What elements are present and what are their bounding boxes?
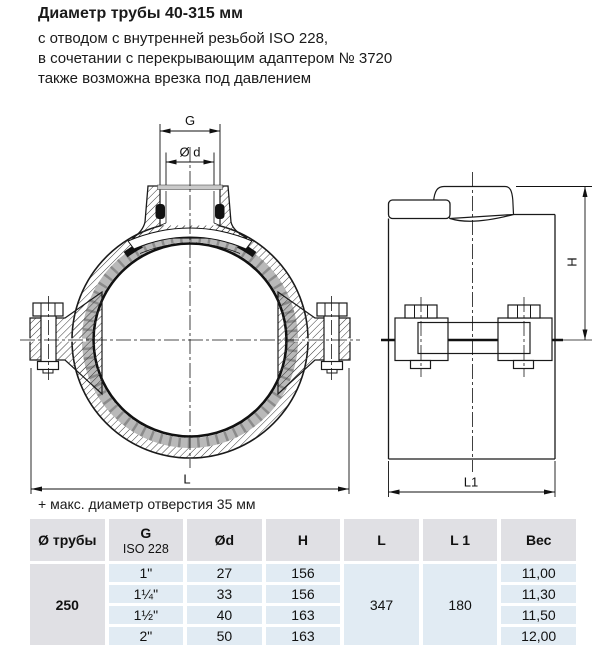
right-bolt-nut <box>322 362 343 370</box>
upper-shell-flange <box>389 200 451 219</box>
col-header-l1: L 1 <box>423 519 498 561</box>
weight-value: 11,00 <box>501 564 576 582</box>
side-view-drawing <box>375 160 600 505</box>
d-value: 33 <box>187 585 262 603</box>
col-header-g-sub: ISO 228 <box>122 541 169 556</box>
dim-label-h: H <box>564 257 580 267</box>
right-bolt-hex-head <box>317 303 347 316</box>
seal-oring-right <box>215 204 225 219</box>
d-value: 27 <box>187 564 262 582</box>
h-value: 163 <box>266 606 341 624</box>
g-value: 1¼" <box>109 585 184 603</box>
h-value: 156 <box>266 564 341 582</box>
h-value: 156 <box>266 585 341 603</box>
page-title: Диаметр трубы 40-315 мм <box>38 5 243 22</box>
dim-label-l1: L1 <box>463 474 479 490</box>
side-bolt-nut-left <box>411 361 431 369</box>
drawing-footnote: + макс. диаметр отверстия 35 мм <box>38 496 256 512</box>
dim-label-l: L <box>183 471 191 487</box>
subtitle-line-3: также возможна врезка под давлением <box>38 70 312 87</box>
seal-oring-left <box>156 204 166 219</box>
pipe-diameter-value: 250 <box>30 564 105 645</box>
page-subtitle <box>38 29 392 89</box>
subtitle-line-1: с отводом с внутренней резьбой ISO 228, <box>38 30 329 47</box>
g-value: 1½" <box>109 606 184 624</box>
side-bolt-nut-right <box>514 361 534 369</box>
dimensions-table <box>26 516 580 648</box>
d-value: 50 <box>187 627 262 645</box>
front-view-drawing <box>10 105 375 505</box>
col-header-g <box>109 519 184 561</box>
table-row <box>30 564 576 582</box>
weight-value: 11,50 <box>501 606 576 624</box>
g-value: 2" <box>109 627 184 645</box>
dim-label-d: Ø d <box>179 144 201 160</box>
subtitle-line-2: в сочетании с перекрывающим адаптером № 3720 <box>38 50 393 67</box>
weight-value: 12,00 <box>501 627 576 645</box>
col-header-l: L <box>344 519 419 561</box>
col-header-pipe-diameter: Ø трубы <box>30 519 105 561</box>
dim-label-g: G <box>184 113 196 128</box>
col-header-d: Ød <box>187 519 262 561</box>
left-bolt-hex-head <box>33 303 63 316</box>
h-value: 163 <box>266 627 341 645</box>
d-value: 40 <box>187 606 262 624</box>
g-value: 1" <box>109 564 184 582</box>
left-bolt-lug <box>28 292 102 394</box>
weight-value: 11,30 <box>501 585 576 603</box>
l-value: 347 <box>344 564 419 645</box>
right-bolt-lug <box>278 292 352 394</box>
col-header-g-main: G <box>140 524 152 541</box>
bolt-bridge-assembly <box>395 297 552 377</box>
left-bolt-nut <box>38 362 59 370</box>
dimension-l1 <box>389 461 556 497</box>
table-header-row <box>30 519 576 561</box>
l1-value: 180 <box>423 564 498 645</box>
col-header-h: H <box>266 519 341 561</box>
col-header-weight: Вес <box>501 519 576 561</box>
